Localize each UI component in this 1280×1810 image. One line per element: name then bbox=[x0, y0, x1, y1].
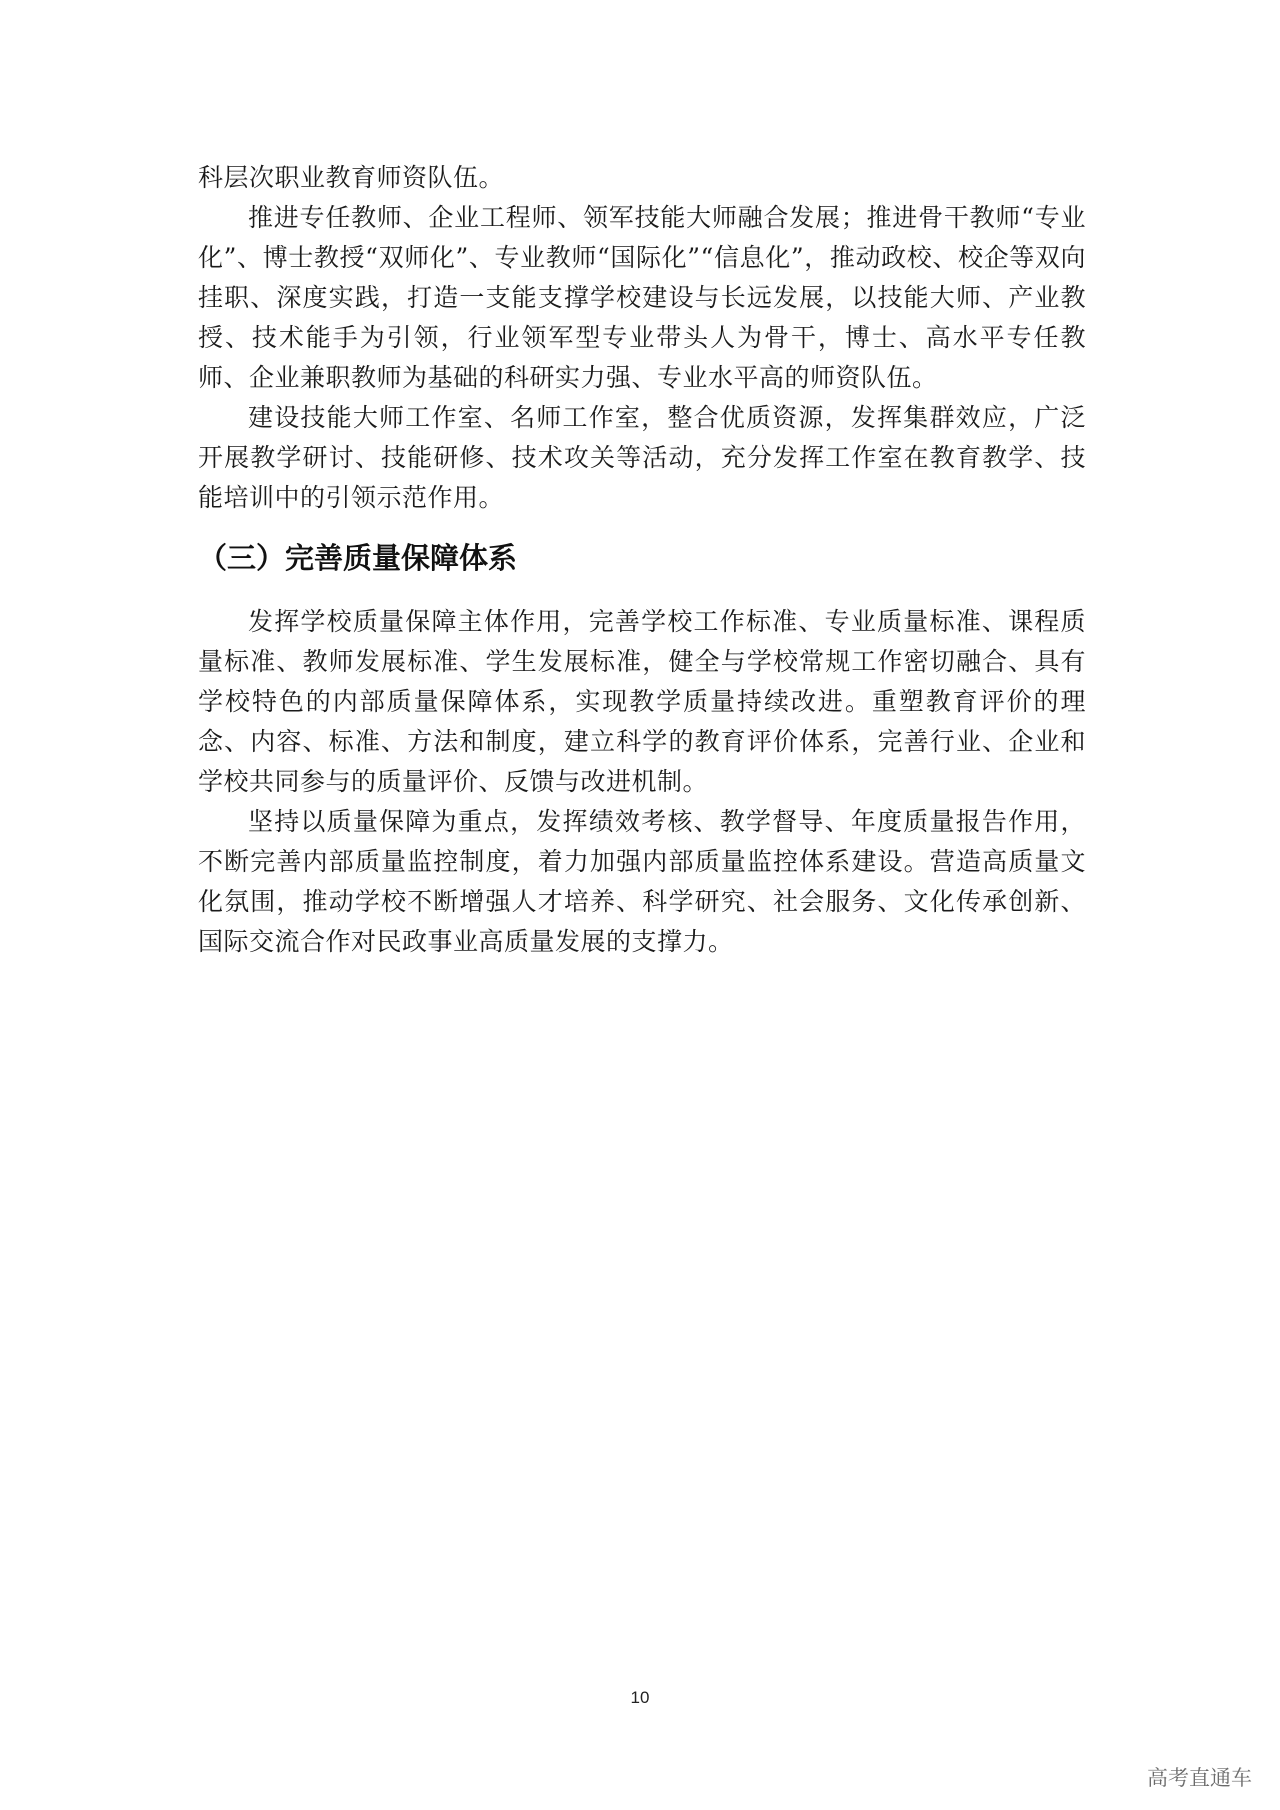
paragraph-continuation: 科层次职业教育师资队伍。 bbox=[198, 163, 505, 192]
section-heading: （三）完善质量保障体系 bbox=[198, 541, 518, 575]
paragraph-teacher-integration: 推进专任教师、企业工程师、领军技能大师融合发展；推进骨干教师“专业化”、博士教授“双师化”、专业教师“国际化”“信息化”，推动政校、校企等双向挂职、深度实践，打造一支能支撑学校建设与长远发展，以技能大师、产业教授、技术能手为引领，行业领军型专业带头人为骨干，博士、高水平专任教师、企业兼职教师为基础的科研实力强、专业水平高的师资队伍。 bbox=[198, 203, 1086, 392]
paragraph-quality-monitoring: 坚持以质量保障为重点，发挥绩效考核、教学督导、年度质量报告作用，不断完善内部质量监控制度，着力加强内部质量监控体系建设。营造高质量文化氛围，推动学校不断增强人才培养、科学研究、社会服务、文化传承创新、国际交流合作对民政事业高质量发展的支撑力。 bbox=[198, 807, 1086, 956]
paragraph-quality-system: 发挥学校质量保障主体作用，完善学校工作标准、专业质量标准、课程质量标准、教师发展标准、学生发展标准，健全与学校常规工作密切融合、具有学校特色的内部质量保障体系，实现教学质量持续改进。重塑教育评价的理念、内容、标准、方法和制度，建立科学的教育评价体系，完善行业、企业和学校共同参与的质量评价、反馈与改进机制。 bbox=[198, 607, 1086, 796]
watermark-text: 高考直通车 bbox=[1147, 1766, 1252, 1790]
page-number: 10 bbox=[630, 1688, 650, 1707]
paragraph-master-studio: 建设技能大师工作室、名师工作室，整合优质资源，发挥集群效应，广泛开展教学研讨、技能研修、技术攻关等活动，充分发挥工作室在教育教学、技能培训中的引领示范作用。 bbox=[198, 403, 1086, 512]
document-body bbox=[198, 158, 1086, 962]
